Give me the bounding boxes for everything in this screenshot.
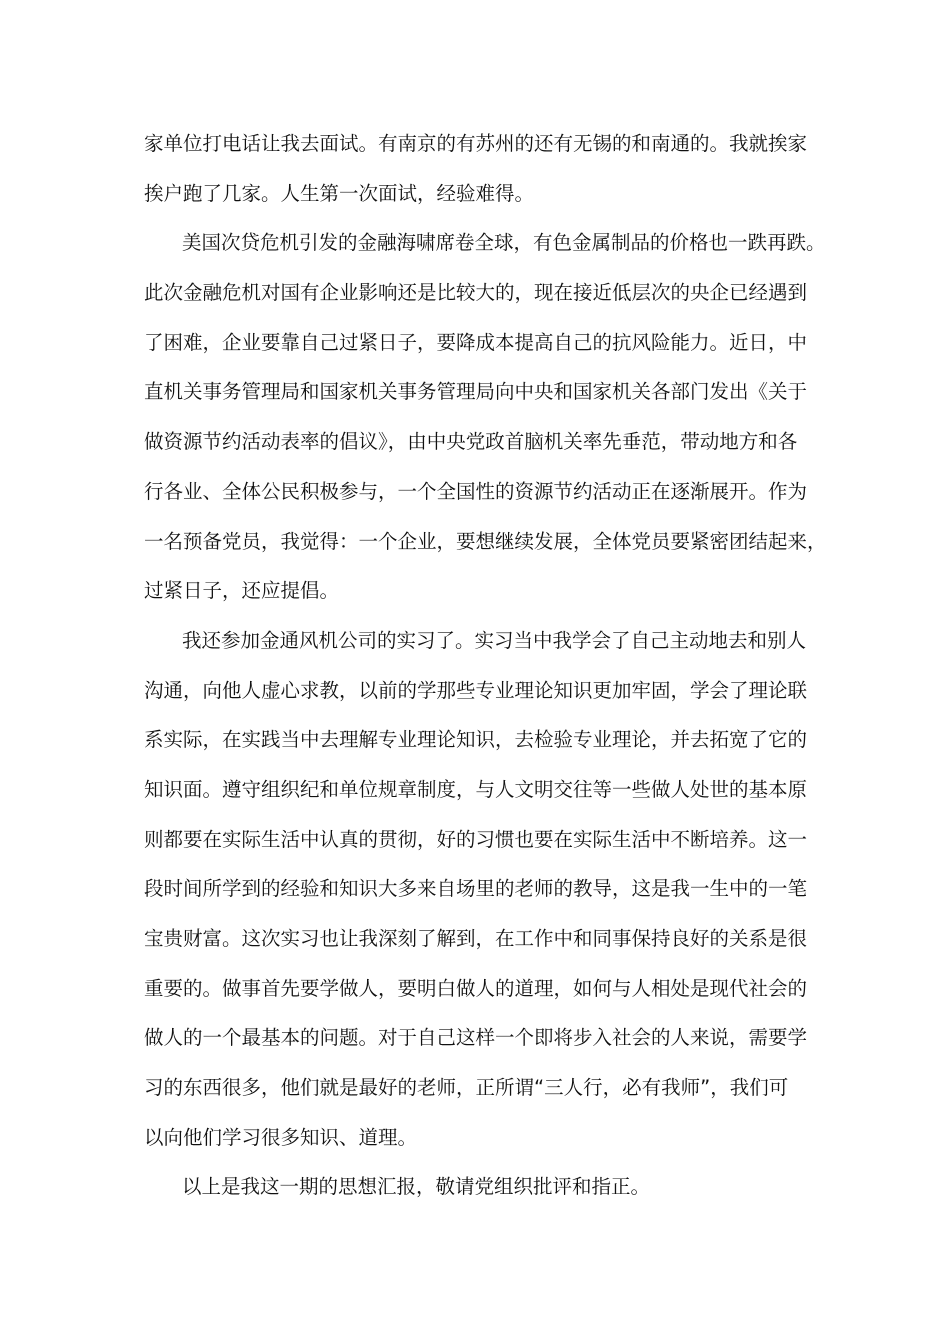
text-line: 做人的一个最基本的问题。对于自己这样一个即将步入社会的人来说，需要学	[144, 1026, 808, 1050]
text-line: 了困难，企业要靠自己过紧日子，要降成本提高自己的抗风险能力。近日，中	[144, 330, 808, 354]
text-line: 过紧日子，还应提倡。	[144, 579, 340, 603]
text-line: 沟通，向他人虚心求教，以前的学那些专业理论知识更加牢固，学会了理论联	[144, 678, 808, 702]
text-line: 知识面。遵守组织纪和单位规章制度，与人文明交往等一些做人处世的基本原	[144, 777, 808, 801]
text-line: 家单位打电话让我去面试。有南京的有苏州的还有无锡的和南通的。我就挨家	[144, 132, 808, 155]
text-line: 重要的。做事首先要学做人，要明白做人的道理，如何与人相处是现代社会的	[144, 976, 808, 1000]
text-line: 以向他们学习很多知识、道理。	[144, 1125, 418, 1149]
text-line: 直机关事务管理局和国家机关事务管理局向中央和国家机关各部门发出《关于	[144, 380, 808, 404]
text-line: 行各业、全体公民积极参与，一个全国性的资源节约活动正在逐渐展开。作为	[144, 479, 808, 503]
paragraph-first-line: 以上是我这一期的思想汇报，敬请党组织批评和指正。	[182, 1175, 651, 1199]
text-line: 一名预备党员，我觉得：一个企业，要想继续发展，全体党员要紧密团结起来，	[144, 529, 827, 553]
text-line: 挨户跑了几家。人生第一次面试，经验难得。	[144, 181, 535, 205]
paragraph-first-line: 我还参加金通风机公司的实习了。实习当中我学会了自己主动地去和别人	[182, 628, 807, 652]
text-line: 则都要在实际生活中认真的贯彻，好的习惯也要在实际生活中不断培养。这一	[144, 827, 808, 851]
paragraph-first-line: 美国次贷危机引发的金融海啸席卷全球，有色金属制品的价格也一跌再跌。	[182, 231, 826, 255]
text-line: 段时间所学到的经验和知识大多来自场里的老师的教导，这是我一生中的一笔	[144, 877, 808, 901]
text-line: 系实际，在实践当中去理解专业理论知识，去检验专业理论，并去拓宽了它的	[144, 728, 808, 752]
text-line: 宝贵财富。这次实习也让我深刻了解到，在工作中和同事保持良好的关系是很	[144, 927, 808, 950]
document-body	[144, 119, 827, 1212]
text-line: 此次金融危机对国有企业影响还是比较大的，现在接近低层次的央企已经遇到	[144, 281, 808, 305]
text-line: 习的东西很多，他们就是最好的老师，正所谓“三人行，必有我师”，我们可	[144, 1076, 789, 1100]
text-line: 做资源节约活动表率的倡议》，由中央党政首脑机关率先垂范，带动地方和各	[144, 430, 798, 454]
